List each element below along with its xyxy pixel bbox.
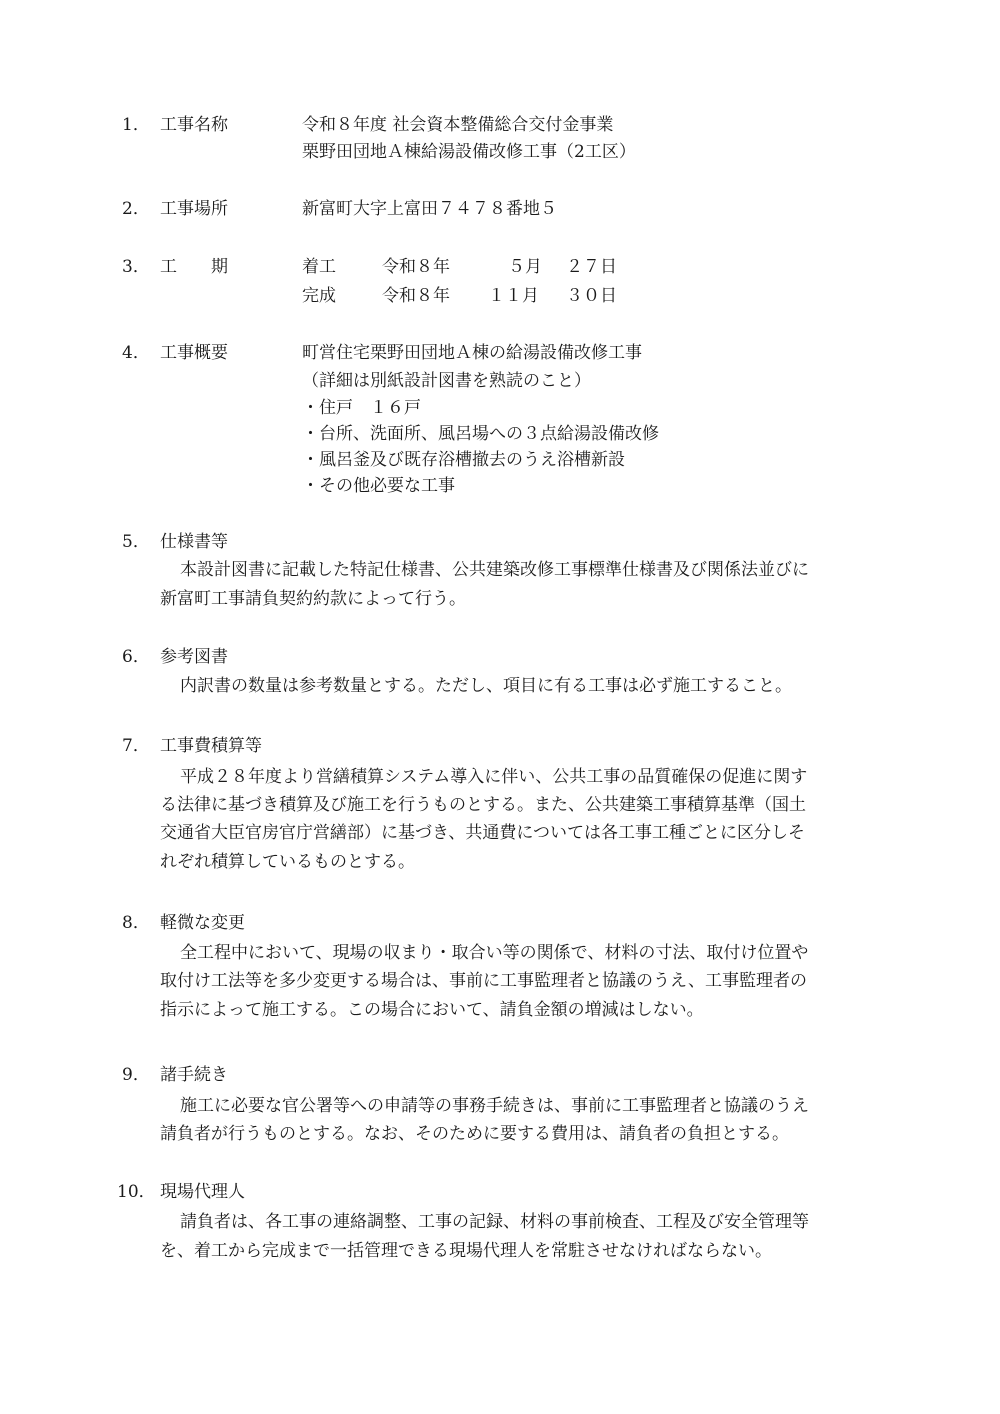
section-label: 仕様書等 (160, 532, 228, 552)
paragraph-line: 内訳書の数量は参考数量とする。ただし、項目に有る工事は必ず施工すること。 (180, 676, 792, 696)
overview-line2: （詳細は別紙設計図書を熟読のこと） (302, 371, 591, 391)
start-month: ５月 (508, 257, 542, 277)
end-day: ３０日 (566, 286, 617, 306)
paragraph-line: 取付け工法等を多少変更する場合は、事前に工事監理者と協議のうえ、工事監理者の (160, 971, 808, 991)
overview-bullet: ・住戸 １６戸 (302, 398, 421, 418)
paragraph-line: 新富町工事請負契約約款によって行う。 (160, 589, 466, 609)
section-number: 7． (122, 736, 150, 756)
overview-line1: 町営住宅栗野田団地Ａ棟の給湯設備改修工事 (302, 343, 642, 363)
paragraph-line: 請負者が行うものとする。なお、そのために要する費用は、請負者の負担とする。 (160, 1124, 789, 1144)
paragraph-line: 請負者は、各工事の連絡調整、工事の記録、材料の事前検査、工程及び安全管理等 (180, 1212, 809, 1232)
section-label: 軽微な変更 (160, 913, 245, 933)
section-number: 1． (122, 115, 150, 135)
paragraph-line: れぞれ積算しているものとする。 (160, 852, 415, 872)
section-number: 3． (122, 257, 150, 277)
section-label: 現場代理人 (160, 1182, 245, 1202)
section-number: 2． (122, 199, 150, 219)
overview-bullet: ・風呂釜及び既存浴槽撤去のうえ浴槽新設 (302, 450, 625, 470)
start-year: 令和８年 (382, 257, 450, 277)
start-label: 着工 (302, 257, 336, 277)
section-label: 工事場所 (160, 199, 228, 219)
section-number: 4． (122, 343, 150, 363)
paragraph-line: 本設計図書に記載した特記仕様書、公共建築改修工事標準仕様書及び関係法並びに (180, 560, 809, 580)
overview-bullet: ・その他必要な工事 (302, 476, 455, 496)
section-number: 5． (122, 532, 150, 552)
end-month: １１月 (488, 286, 539, 306)
paragraph-line: 全工程中において、現場の収まり・取合い等の関係で、材料の寸法、取付け位置や (180, 943, 809, 963)
location-value: 新富町大字上富田７４７８番地５ (302, 199, 557, 219)
paragraph-line: を、着工から完成まで一括管理できる現場代理人を常駐させなければならない。 (160, 1241, 772, 1261)
end-year: 令和８年 (382, 286, 450, 306)
overview-bullet: ・台所、洗面所、風呂場への３点給湯設備改修 (302, 424, 659, 444)
section-number: 8． (122, 913, 150, 933)
section-label: 工事名称 (160, 115, 228, 135)
section-label: 工事費積算等 (160, 736, 262, 756)
start-day: ２７日 (566, 257, 617, 277)
section-label: 参考図書 (160, 647, 228, 667)
paragraph-line: 平成２８年度より営繕積算システム導入に伴い、公共工事の品質確保の促進に関す (180, 767, 808, 787)
section-number: 10． (117, 1182, 156, 1202)
section-label: 工事概要 (160, 343, 228, 363)
paragraph-line: 指示によって施工する。この場合において、請負金額の増減はしない。 (160, 1000, 704, 1020)
section-label: 諸手続き (160, 1065, 228, 1085)
paragraph-line: 交通省大臣官房官庁営繕部）に基づき、共通費については各工事工種ごとに区分しそ (160, 823, 805, 843)
project-name-line2: 栗野田団地Ａ棟給湯設備改修工事（2工区） (302, 142, 636, 162)
end-label: 完成 (302, 286, 336, 306)
paragraph-line: 施工に必要な官公署等への申請等の事務手続きは、事前に工事監理者と協議のうえ (180, 1096, 809, 1116)
section-label: 工 期 (160, 257, 228, 277)
section-number: 9． (122, 1065, 150, 1085)
section-number: 6． (122, 647, 150, 667)
project-name-line1: 令和８年度 社会資本整備総合交付金事業 (302, 115, 614, 135)
paragraph-line: る法律に基づき積算及び施工を行うものとする。また、公共建築工事積算基準（国土 (160, 795, 806, 815)
